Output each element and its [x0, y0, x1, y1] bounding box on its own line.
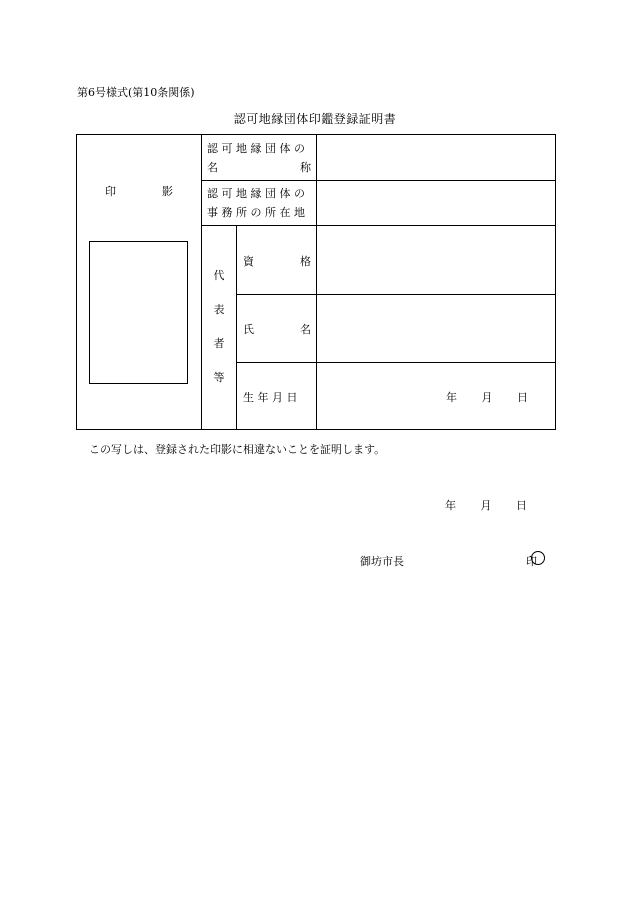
seal-impression-label	[105, 183, 173, 199]
qualification-label	[243, 253, 311, 269]
seal-impression-char-1: 印	[105, 185, 116, 198]
seal-char: 印	[526, 555, 537, 568]
issue-month-char: 月	[480, 499, 492, 512]
mayor-title: 御坊市長	[360, 555, 404, 568]
seal-impression-box	[89, 241, 188, 384]
row-divider-3	[236, 294, 555, 295]
document-title: 認可地縁団体印鑑登録証明書	[233, 112, 397, 126]
qualification-char-1: 資	[243, 255, 254, 268]
org-office-label-line2: 事 務 所 の 所 在 地	[207, 206, 305, 219]
name-char-2: 名	[300, 323, 311, 336]
name-label	[243, 321, 311, 337]
row-divider-2	[201, 225, 555, 226]
org-name-char-1: 名	[207, 161, 218, 174]
col-divider-representative	[236, 225, 237, 429]
org-name-label-line1: 認 可 地 縁 団 体 の	[207, 142, 305, 155]
org-name-char-2: 称	[300, 161, 311, 174]
org-office-label-line1: 認 可 地 縁 団 体 の	[207, 187, 305, 200]
seal-circle-icon	[531, 551, 545, 565]
rep-char-1: 代	[213, 269, 225, 282]
birthdate-value	[446, 389, 528, 405]
qualification-char-2: 格	[300, 255, 311, 268]
certification-statement: この写しは、登録された印影に相違ないことを証明します。	[89, 443, 386, 456]
issue-day-char: 日	[516, 499, 527, 512]
representative-label	[207, 267, 231, 385]
rep-char-2: 表	[213, 303, 225, 316]
issue-date	[445, 497, 527, 513]
form-number-label: 第6号様式(第10条関係)	[77, 86, 195, 99]
name-char-1: 氏	[243, 323, 254, 336]
org-name-label-line2	[207, 159, 311, 175]
issue-year-char: 年	[445, 499, 456, 512]
row-divider-4	[236, 362, 555, 363]
birth-month-char: 月	[481, 391, 493, 404]
rep-char-3: 者	[213, 337, 225, 350]
row-divider-1	[201, 180, 555, 181]
seal-impression-char-2: 影	[162, 185, 173, 198]
rep-char-4: 等	[213, 371, 225, 384]
birth-day-char: 日	[517, 391, 528, 404]
birth-year-char: 年	[446, 391, 457, 404]
birthdate-label: 生 年 月 日	[243, 391, 298, 404]
